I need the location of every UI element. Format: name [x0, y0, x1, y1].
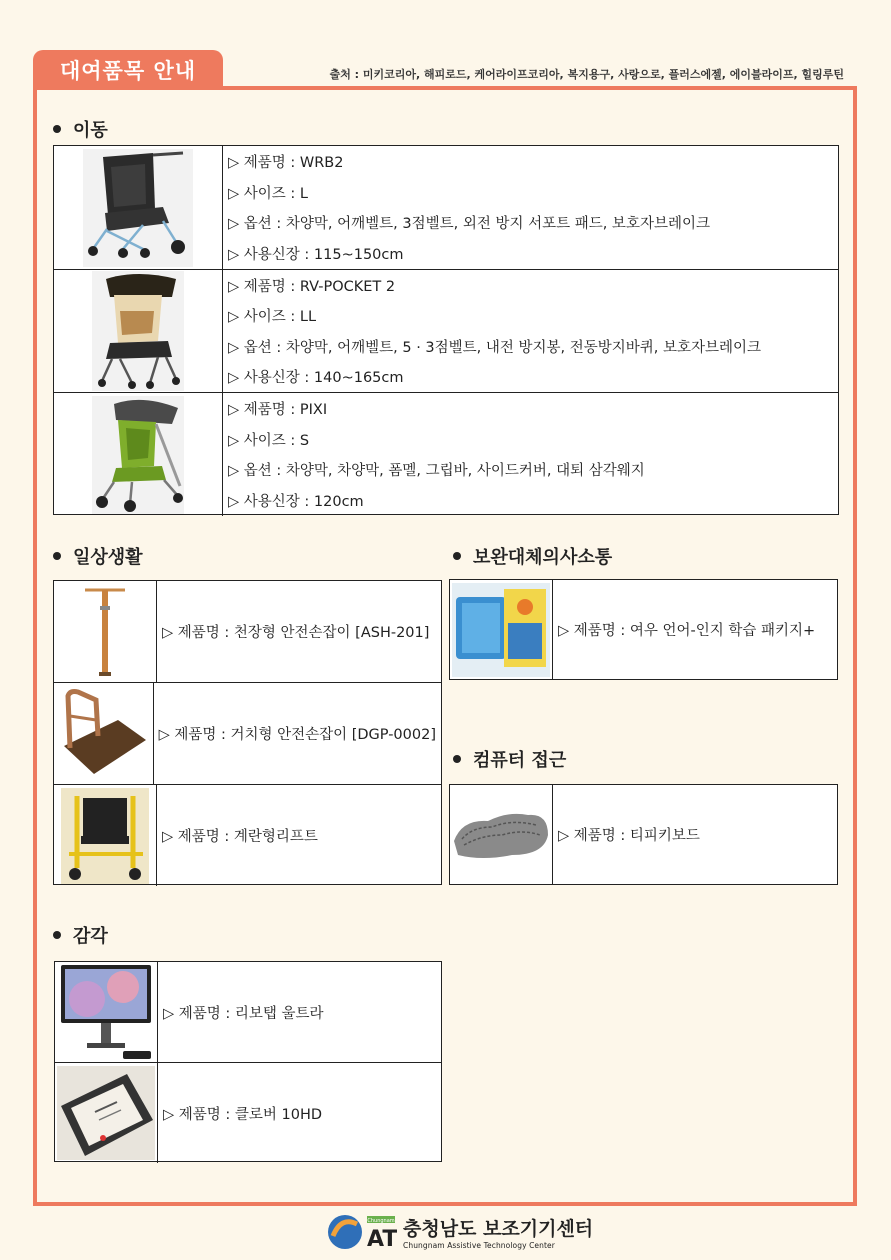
stroller-icon — [92, 271, 184, 391]
magnifier-monitor-icon — [57, 963, 155, 1061]
table-row — [54, 146, 838, 269]
page-title-tab — [33, 50, 223, 90]
product-info — [223, 146, 838, 269]
aac-table — [449, 579, 838, 680]
handheld-magnifier-icon — [57, 1066, 155, 1160]
product-name: ▷ 제품명 : 계란형리프트 — [162, 829, 318, 845]
keyboard-icon — [452, 805, 550, 865]
product-image-rv-pocket2 — [54, 270, 223, 392]
product-name: ▷ 제품명 : 티피키보드 — [558, 828, 700, 844]
product-image — [54, 581, 157, 682]
product-name: ▷ 제품명 : WRB2 — [228, 154, 344, 171]
product-info — [553, 785, 837, 884]
table-row — [54, 784, 441, 886]
product-name: ▷ 제품명 : 클로버 10HD — [163, 1106, 323, 1123]
product-info — [154, 683, 441, 784]
product-image-wrb2 — [54, 146, 223, 269]
section-title-daily — [53, 543, 143, 569]
table-row — [54, 392, 838, 516]
product-name: ▷ 제품명 : 천장형 안전손잡이 [ASH-201] — [162, 625, 430, 641]
stair-lift-icon — [61, 788, 149, 884]
center-logo-icon — [327, 1212, 397, 1252]
product-info — [158, 962, 441, 1062]
org-name-en: Chungnam Assistive Technology Center — [403, 1241, 555, 1250]
table-row — [54, 682, 441, 784]
product-height: ▷ 사용신장 : 120cm — [228, 494, 364, 511]
product-image — [450, 580, 553, 679]
product-info — [158, 1063, 441, 1163]
product-name: ▷ 제품명 : 여우 언어-인지 학습 패키지+ — [558, 623, 816, 639]
product-size: ▷ 사이즈 : L — [228, 185, 308, 202]
table-row — [450, 785, 837, 884]
computer-table — [449, 784, 838, 885]
table-row — [54, 581, 441, 682]
product-info — [553, 580, 837, 679]
product-options: ▷ 옵션 : 차양막, 어깨벨트, 3점벨트, 외전 방지 서포트 패드, 보호자브레이크 — [228, 216, 710, 233]
product-info — [223, 393, 838, 516]
product-image — [450, 785, 553, 884]
mobility-table — [53, 145, 839, 515]
bullet-icon — [53, 125, 61, 133]
product-info — [223, 270, 838, 392]
table-row — [55, 962, 441, 1062]
product-image-pixi — [54, 393, 223, 516]
product-options: ▷ 옵션 : 차양막, 차양막, 폼멜, 그립바, 사이드커버, 대퇴 삼각웨지 — [228, 463, 645, 480]
product-name: ▷ 제품명 : 리보탭 울트라 — [163, 1005, 324, 1022]
section-title-text: 감각 — [73, 926, 108, 947]
table-row — [450, 580, 837, 679]
org-name: 충청남도 보조기기센터 — [403, 1218, 594, 1240]
table-row — [54, 269, 838, 392]
product-image — [54, 683, 154, 784]
product-name: ▷ 제품명 : 거치형 안전손잡이 [DGP-0002] — [158, 727, 436, 743]
product-image — [54, 785, 157, 886]
bullet-icon — [453, 552, 461, 560]
logo-small-text: Chungnam — [367, 1218, 395, 1224]
sensory-table — [54, 961, 442, 1162]
product-image — [55, 1063, 158, 1163]
grab-pole-icon — [75, 584, 135, 680]
product-options: ▷ 옵션 : 차양막, 어깨벨트, 5 · 3점벨트, 내전 방지봉, 전동방지바퀴, 보호자브레이크 — [228, 339, 762, 356]
table-row — [55, 1062, 441, 1163]
bullet-icon — [453, 755, 461, 763]
product-size: ▷ 사이즈 : LL — [228, 309, 317, 326]
product-info — [157, 581, 441, 682]
product-name: ▷ 제품명 : RV-POCKET 2 — [228, 278, 396, 295]
section-title-mobility — [53, 116, 108, 142]
product-info — [157, 785, 441, 886]
section-title-text: 컴퓨터 접근 — [473, 750, 567, 771]
section-title-computer — [453, 746, 566, 772]
product-height: ▷ 사용신장 : 140~165cm — [228, 370, 404, 387]
product-name: ▷ 제품명 : PIXI — [228, 401, 328, 418]
bullet-icon — [53, 931, 61, 939]
source-note: 출처 : 미키코리아, 해피로드, 케어라이프코리아, 복지용구, 사랑으로, 플러스에젤, 에이블라이프, 힐링루틴 — [329, 68, 844, 81]
stroller-icon — [83, 149, 193, 267]
logo-mark: AT — [367, 1227, 397, 1252]
floor-handrail-icon — [58, 686, 148, 782]
section-title-text: 보완대체의사소통 — [473, 547, 613, 568]
page-title: 대여품목 안내 — [59, 59, 197, 83]
section-title-sensory — [53, 922, 108, 948]
bullet-icon — [53, 552, 61, 560]
footer-logo — [327, 1212, 593, 1252]
stroller-icon — [92, 396, 184, 514]
product-image — [55, 962, 158, 1062]
daily-table — [53, 580, 442, 885]
product-size: ▷ 사이즈 : S — [228, 432, 310, 449]
section-title-aac — [453, 543, 612, 569]
tablet-kit-icon — [452, 583, 550, 677]
section-title-text: 이동 — [73, 120, 108, 141]
section-title-text: 일상생활 — [73, 547, 143, 568]
product-height: ▷ 사용신장 : 115~150cm — [228, 247, 404, 264]
